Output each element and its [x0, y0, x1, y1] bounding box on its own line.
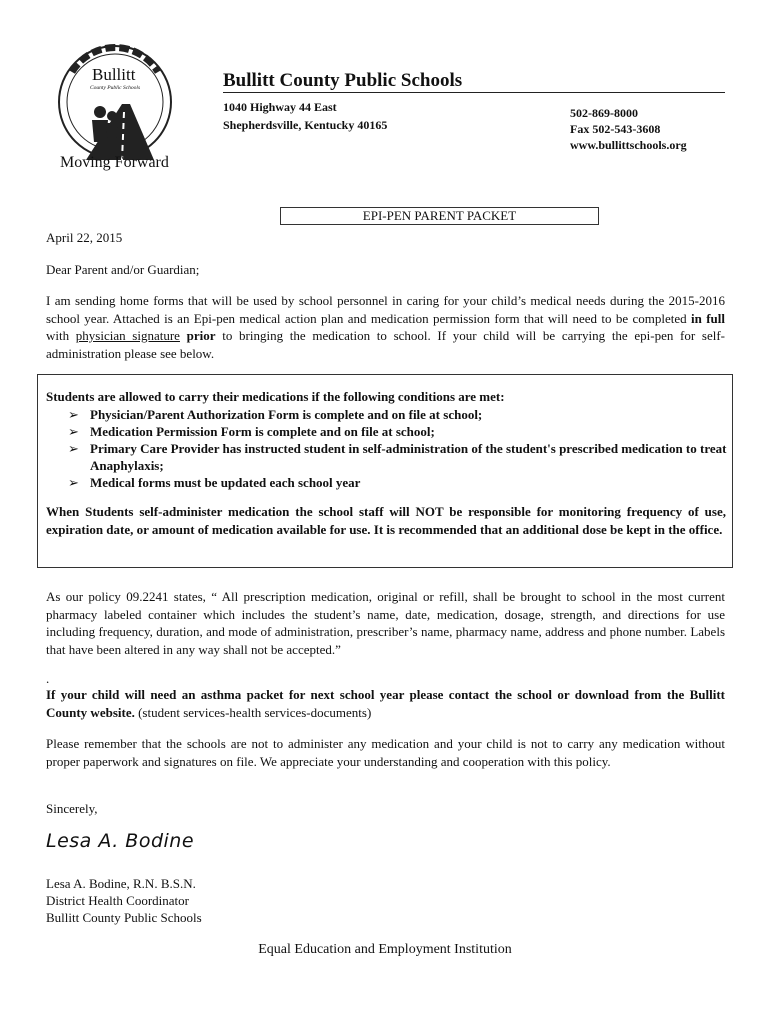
self-administer-notice: When Students self-administer medication the school staff will NOT be responsible for monitoring frequency of use, expiration date, or amount of medication available for use. It is recommended that an additional dose be kept in the office. — [46, 504, 726, 537]
address-line-2: Shepherdsville, Kentucky 40165 — [223, 118, 388, 132]
asthma-path-text: (student services-health services-documents) — [134, 704, 372, 720]
asthma-paragraph — [46, 686, 725, 721]
list-item-text: Physician/Parent Authorization Form is complete and on file at school; — [90, 407, 483, 422]
org-name: Bullitt County Public Schools — [223, 70, 463, 91]
policy-paragraph: As our policy 09.2241 states, “ All prescription medication, original or refill, shall be brought to school in the most current pharmacy labeled container which includes the student’s name, date, medication, dosage, strength, and directions for use including frequency, duration, and mode of administration, prescriber’s name, pharmacy name, address and phone number. Labels that have been altered in any way shall not be accepted.” — [46, 589, 725, 657]
list-item — [68, 474, 728, 491]
signer-org: Bullitt County Public Schools — [46, 910, 202, 925]
list-item — [68, 423, 728, 440]
arrow-bullet-icon: ➢ — [68, 407, 79, 422]
header-divider — [223, 92, 725, 93]
signer-name: Lesa A. Bodine, R.N. B.S.N. — [46, 876, 196, 891]
intro-text-4: to bringing the medication to school. If your child will be carrying the epi-pen for self-administration please see below. — [46, 328, 725, 361]
fax-number: Fax 502-543-3608 — [570, 122, 661, 136]
asthma-bold-text: If your child will need an asthma packet for next school year please contact the school or download from the Bullitt County website. — [46, 687, 725, 720]
list-item-text: Primary Care Provider has instructed student in self-administration of the student's prescribed medication to treat Anaphylaxis; — [90, 441, 727, 473]
address-line-1: 1040 Highway 44 East — [223, 100, 337, 114]
letter-date: April 22, 2015 — [46, 230, 123, 245]
stray-mark: . — [46, 671, 50, 686]
intro-prior: prior — [186, 328, 216, 343]
conditions-lead: Students are allowed to carry their medications if the following conditions are met: — [46, 389, 505, 404]
intro-paragraph — [46, 292, 725, 362]
signer-title: District Health Coordinator — [46, 893, 189, 908]
closing: Sincerely, — [46, 801, 98, 816]
arrow-bullet-icon: ➢ — [68, 441, 79, 456]
conditions-box — [37, 374, 733, 568]
signature: Lesa A. Bodine — [46, 830, 195, 852]
phone-number: 502-869-8000 — [570, 106, 638, 120]
website: www.bullittschools.org — [570, 138, 687, 152]
arrow-bullet-icon: ➢ — [68, 475, 79, 490]
intro-text-3 — [180, 328, 187, 343]
reminder-paragraph: Please remember that the schools are not to administer any medication and your child is not to carry any medication without proper paperwork and signatures on file. We appreciate your understanding and cooperation with this policy. — [46, 736, 725, 769]
intro-text-2: with — [46, 328, 76, 343]
list-item-text: Medical forms must be updated each school year — [90, 475, 361, 490]
intro-physician-signature: physician signature — [75, 328, 180, 343]
footer-statement: Equal Education and Employment Institution — [258, 942, 512, 957]
salutation: Dear Parent and/or Guardian; — [46, 262, 200, 277]
motto: Moving Forward — [60, 154, 169, 171]
arrow-bullet-icon: ➢ — [68, 424, 79, 439]
list-item — [68, 406, 728, 423]
intro-text-1: I am sending home forms that will be used by school personnel in caring for your child’s medical needs during the 2015-2016 school year. Attached is an Epi-pen medical action plan and medication permission form that will need to be completed — [46, 293, 725, 326]
list-item-text: Medication Permission Form is complete and on file at school; — [90, 424, 435, 439]
intro-in-full: in full — [691, 310, 725, 326]
packet-title: EPI-PEN PARENT PACKET — [280, 207, 599, 225]
logo-name: Bullitt — [92, 65, 136, 84]
logo-subtitle: County Public Schools — [90, 85, 141, 91]
conditions-list — [68, 406, 728, 491]
list-item — [68, 440, 728, 474]
